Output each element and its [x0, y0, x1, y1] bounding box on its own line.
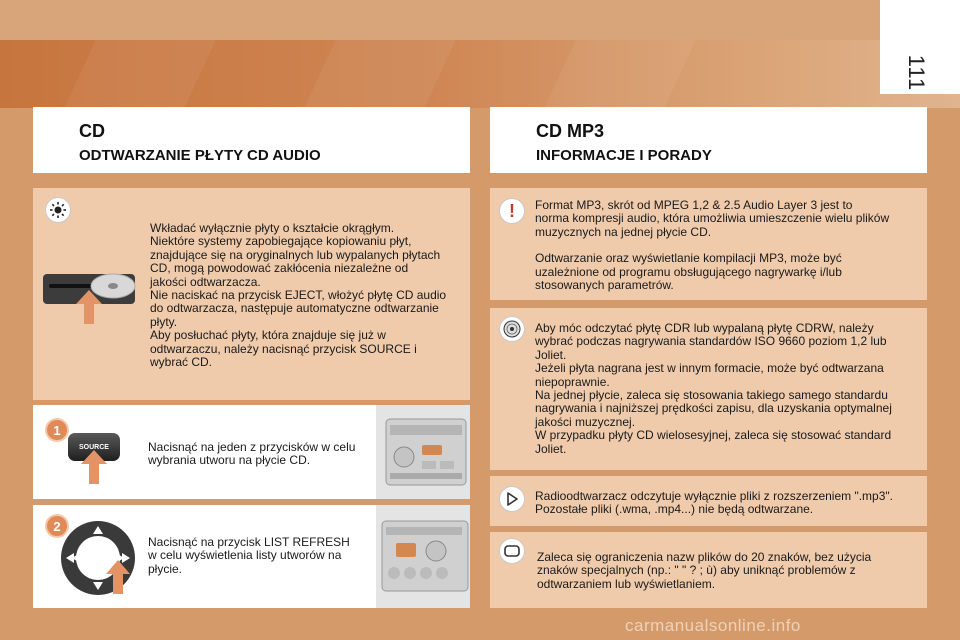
- cd-info-text: Wkładać wyłącznie płyty o kształcie okrągłym. Niektóre systemy zapobiegające kopiowaniu płyt, znajdujące się na oryginalnych lub wypalanych płytach CD, mogą powodować zakłócenia niezależne od jakości odtwarzacza. Nie naciskać na przycisk EJECT, włożyć płytę CD audio do odtwarzacza, następuje automatyczne odtwarzanie płyty. Aby posłuchać płyty, która znajduje się już w odtwarzaczu, należy nacisnąć przycisk SOURCE i wybrać CD.: [150, 221, 447, 370]
- sun-icon: [45, 197, 71, 223]
- disc-format-text: Aby móc odczytać płytę CDR lub wypalaną płytę CDRW, należy wybrać podczas nagrywania standardów ISO 9660 poziom 1,2 lub Joliet. Jeżeli płyta nagrana jest w innym formacie, może być odtwarzana niepoprawnie. Na jednej płycie, zaleca się stosowania takiego samego standardu nagrywania i najniższej prędkości zapisu, dla uzyskania optymalnej jakości muzycznej. W przypadku płyty CD wielosesyjnej, zaleca się stosować standard Joliet.: [535, 321, 892, 456]
- insert-arrow-icon: [76, 290, 102, 324]
- file-extension-text: Radioodtwarzacz odczytuje wyłącznie pliki z rozszerzeniem ".mp3". Pozostałe pliki (.wma, .mp4...) nie będą odtwarzane.: [535, 489, 893, 517]
- radio-photo-2: [376, 505, 470, 608]
- disc-icon: [499, 316, 525, 342]
- press-arrow-icon: [81, 450, 107, 484]
- radio-photo-1: [376, 405, 470, 499]
- right-header: [490, 107, 927, 173]
- section-subtitle-cd: ODTWARZANIE PŁYTY CD AUDIO: [79, 147, 321, 164]
- press-arrow-icon: [106, 560, 130, 594]
- step-1-badge: 1: [45, 418, 69, 442]
- play-icon: [499, 486, 525, 512]
- filename-tip-text: Zaleca się ograniczenia nazw plików do 20 znaków, bez użycia znaków specjalnych (np.: " " ? ; ù) aby uniknąć problemów z odtwarzaniem lub wyświetlaniem.: [537, 550, 872, 591]
- section-title-cd: CD: [79, 121, 105, 141]
- section-title-mp3: CD MP3: [536, 121, 605, 141]
- source-button: SOURCE: [68, 433, 120, 461]
- header-stripe: [0, 40, 960, 108]
- step-2-badge: 2: [45, 514, 69, 538]
- watermark: carmanualsonline.info: [625, 616, 801, 635]
- top-band: [0, 0, 960, 40]
- page-number: 111: [904, 54, 930, 92]
- step-2-text: Nacisnąć na przycisk LIST REFRESH w celu wyświetlenia listy utworów na płycie.: [148, 535, 350, 576]
- left-header: [33, 107, 470, 173]
- step-1-text: Nacisnąć na jeden z przycisków w celu wybrania utworu na płycie CD.: [148, 440, 356, 468]
- section-subtitle-mp3: INFORMACJE I PORADY: [536, 147, 712, 164]
- message-icon: [499, 538, 525, 564]
- mp3-warning-text: Format MP3, skrót od MPEG 1,2 & 2.5 Audio Layer 3 jest to norma kompresji audio, która umożliwia umieszczenie wielu plików muzycznych na jednej płycie CD. Odtwarzanie oraz wyświetlanie kompilacji MP3, może być uzależnione od programu obsługującego nagrywarkę i/lub stosowanych parametrów.: [535, 198, 890, 293]
- exclamation-icon: !: [499, 198, 525, 224]
